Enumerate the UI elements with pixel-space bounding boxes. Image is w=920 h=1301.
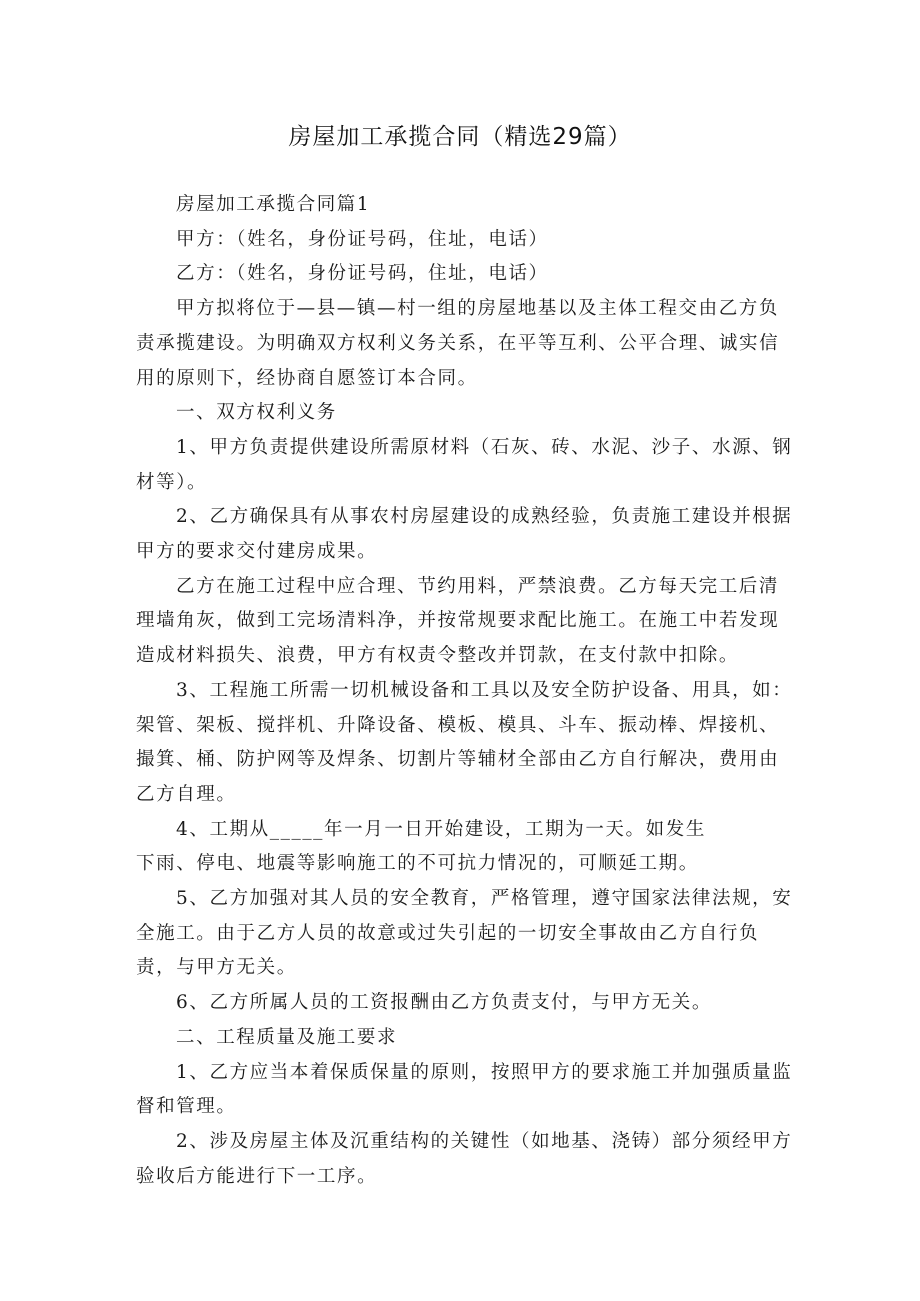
clause-paragraph-schedule-cont: 下雨、停电、地震等影响施工的不可抗力情况的，可顺延工期。 (136, 853, 699, 875)
clause-paragraph: 2、乙方确保具有从事农村房屋建设的成熟经验，负责施工建设并根据甲方的要求交付建房成果。 (136, 506, 793, 563)
clause-paragraph: 3、工程施工所需一切机械设备和工具以及安全防护设备、用具，如：架管、架板、搅拌机、升降设备、模板、模具、斗车、振动棒、焊接机、撮箕、桶、防护网等及焊条、切割片等辅材全部由乙方自行解决，费用由乙方自理。 (136, 679, 793, 805)
clause-paragraph: 5、乙方加强对其人员的安全教育，严格管理，遵守国家法律法规，安全施工。由于乙方人员的故意或过失引起的一切安全事故由乙方自行负责，与甲方无关。 (136, 888, 793, 979)
preamble-paragraph: 甲方拟将位于—县—镇—村一组的房屋地基以及主体工程交由乙方负责承揽建设。为明确双方权利义务关系，在平等互利、公平合理、诚实信用的原则下，经协商自愿签订本合同。 (136, 298, 780, 389)
clause-paragraph: 1、甲方负责提供建设所需原材料（石灰、砖、水泥、沙子、水源、钢材等）。 (136, 436, 793, 493)
clause-paragraph: 6、乙方所属人员的工资报酬由乙方负责支付，与甲方无关。 (176, 992, 712, 1014)
party-a-line: 甲方：（姓名，身份证号码，住址，电话） (176, 228, 549, 250)
clause-paragraph: 1、乙方应当本着保质保量的原则，按照甲方的要求施工并加强质量监督和管理。 (136, 1061, 793, 1118)
clause-heading-rights: 一、双方权利义务 (176, 402, 337, 424)
clause-paragraph: 乙方在施工过程中应合理、节约用料，严禁浪费。乙方每天完工后清理墙角灰，做到工完场清料净，并按常规要求配比施工。在施工中若发现造成材料损失、浪费，甲方有权责令整改并罚款，在支付款中扣除。 (136, 575, 780, 667)
party-b-line: 乙方：（姓名，身份证号码，住址，电话） (176, 263, 549, 285)
document-body (136, 188, 796, 1194)
clause-heading-quality: 二、工程质量及施工要求 (176, 1026, 398, 1048)
clause-paragraph-schedule: 4、工期从_____年一月一日开始建设，工期为一天。如发生 (176, 818, 706, 840)
section-heading: 房屋加工承揽合同篇1 (176, 194, 371, 215)
clause-paragraph: 2、涉及房屋主体及沉重结构的关键性（如地基、浇铸）部分须经甲方验收后方能进行下一工序。 (136, 1130, 793, 1187)
document-title: 房屋加工承揽合同（精选29篇） (288, 124, 632, 150)
